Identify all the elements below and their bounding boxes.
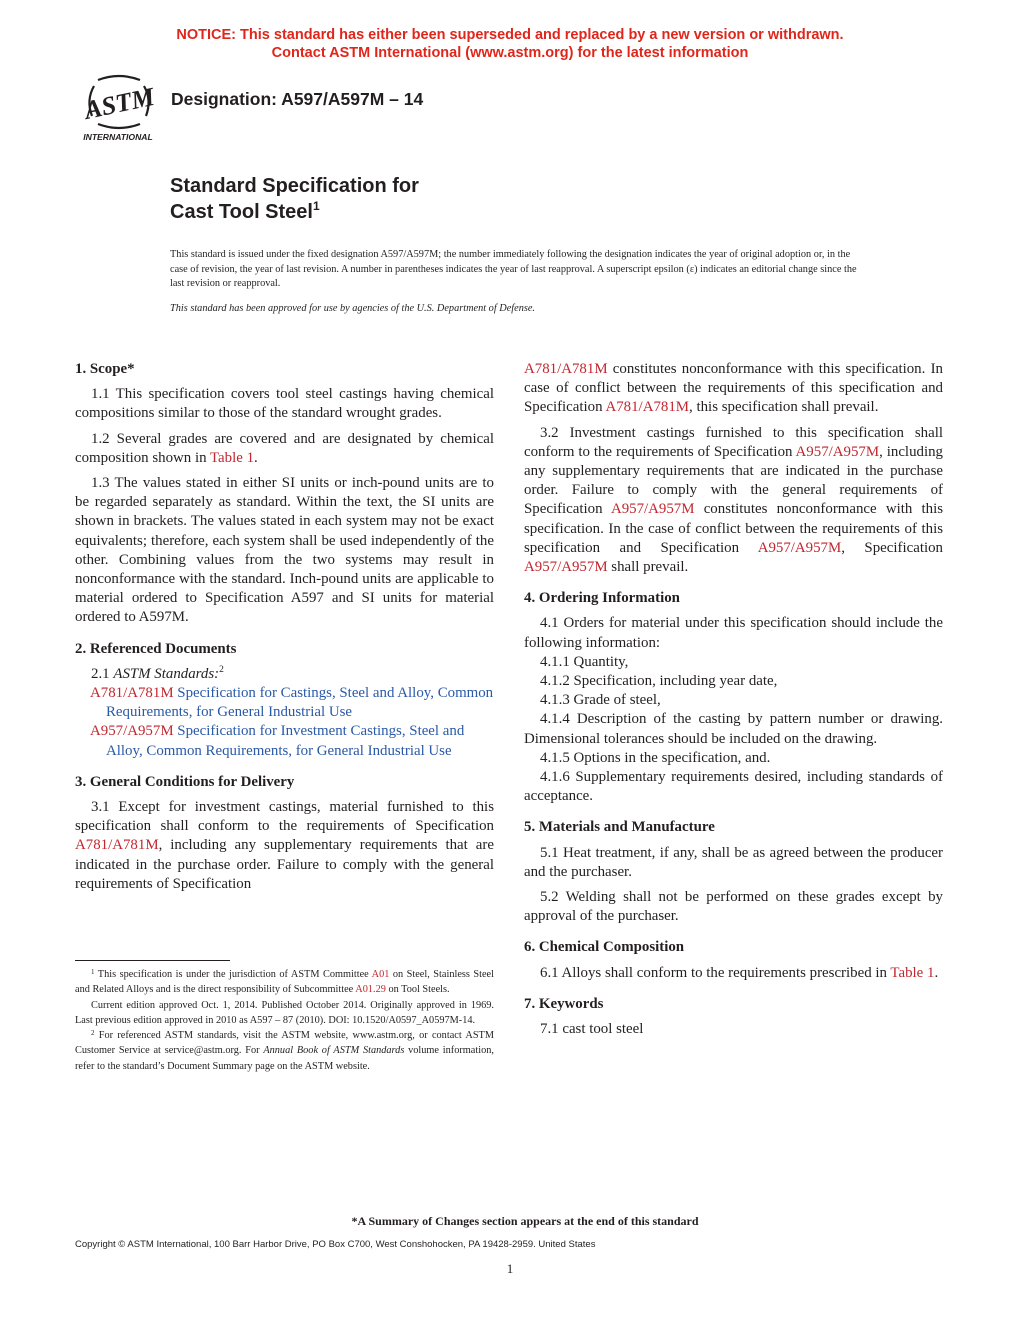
scope-heading: 1. Scope* <box>75 361 135 377</box>
para-2-1-num: 2.1 <box>91 665 114 682</box>
para-3-2-text-b: , including any supplementary requirements that are indicated in the purchase order. Failure to comply with the general requirements of Specification <box>524 443 943 518</box>
page-title <box>170 173 419 225</box>
footnote-2-marker: 2 <box>219 664 224 675</box>
para-3-2-text-d: , Specification <box>841 539 943 556</box>
a957-link-3[interactable]: A957/A957M <box>757 539 842 556</box>
item-4-1-5: 4.1.5 Options in the specification, and. <box>540 749 771 766</box>
para-1-2-end: . <box>254 449 258 466</box>
table-1-link[interactable]: Table 1 <box>210 449 255 466</box>
para-1-3: 1.3 The values stated in either SI units or inch-pound units are to be regarded separately as standard. Within the text, the SI units are shown in brackets. The values stated in each system may not be exact equivalents; therefore, each system shall be used independently of the other. Combining values from the two systems may result in nonconformance with the standard. Inch-pound units are applicable to material ordered to Specification A597 and SI units for material ordered to A597M. <box>75 475 494 626</box>
keywords-heading: 7. Keywords <box>524 995 604 1012</box>
annual-book-title: Annual Book of ASTM Standards <box>263 1045 405 1057</box>
para-4-1: 4.1 Orders for material under this specification should include the following information: <box>524 615 943 651</box>
para-1-1: 1.1 This specification covers tool steel castings having chemical compositions similar to those of the standard wrought grades. <box>75 386 494 422</box>
a781-link-1[interactable]: A781/A781M <box>75 837 159 854</box>
footnote-1-text-c: on Tool Steels. <box>385 984 450 996</box>
footnote-2 <box>75 1028 494 1074</box>
para-3-1-continued <box>524 360 943 418</box>
right-column <box>524 360 943 1039</box>
title-footnote-marker: 1 <box>313 199 320 213</box>
reference-a957-title[interactable]: Specification for Investment Castings, Steel and Alloy, Common Requirements, for General Industrial Use <box>106 723 465 759</box>
footnote-2-text-b: volume information, refer to the standard’s Document Summary page on the ASTM website. <box>75 1045 494 1072</box>
committee-a01-link[interactable]: A01 <box>371 969 390 980</box>
para-3-1-text-d: , this specification shall prevail. <box>689 399 879 416</box>
item-4-1-3: 4.1.3 Grade of steel, <box>540 692 661 709</box>
reference-a781-title[interactable]: Specification for Castings, Steel and Alloy, Common Requirements, for General Industrial Use <box>106 685 494 721</box>
footnote-1-edition: Current edition approved Oct. 1, 2014. Published October 2014. Originally approved in 1969. Last previous edition approved in 2010 as A597 – 87 (2010). DOI: 10.1520/A0597_A0597M-14. <box>75 999 494 1026</box>
item-4-1-2: 4.1.2 Specification, including year date, <box>540 673 778 690</box>
footnotes <box>75 967 494 1074</box>
title-line-1: Standard Specification for <box>170 175 419 197</box>
para-6-1-end: . <box>934 964 939 981</box>
footnote-1-number: 1 <box>91 968 95 976</box>
astm-standards-label: ASTM Standards: <box>113 665 220 682</box>
withdrawal-notice <box>0 26 1020 62</box>
item-4-1-6: 4.1.6 Supplementary requirements desired, including standards of acceptance. <box>524 769 943 805</box>
summary-of-changes-note: *A Summary of Changes section appears at the end of this standard <box>351 1214 699 1228</box>
astm-logo <box>76 72 162 144</box>
notice-line-1: NOTICE: This standard has either been superseded and replaced by a new version or withdrawn. <box>176 27 844 43</box>
title-line-2 <box>170 199 419 225</box>
subcommittee-a01-29-link[interactable]: A01.29 <box>355 984 386 996</box>
left-column <box>75 360 494 894</box>
astm-logo-text: ASTM <box>81 81 157 126</box>
title-line-2-text: Cast Tool Steel <box>170 201 313 223</box>
para-3-2-text-e: shall prevail. <box>607 559 689 576</box>
para-5-2: 5.2 Welding shall not be performed on these grades except by approval of the purchaser. <box>524 889 943 925</box>
reference-a781[interactable] <box>75 684 494 722</box>
reference-a957-code[interactable]: A957/A957M <box>90 723 174 740</box>
reference-a957[interactable] <box>75 722 494 760</box>
para-6-1-text: 6.1 Alloys shall conform to the requirements prescribed in <box>540 964 891 981</box>
reference-a781-code[interactable]: A781/A781M <box>90 685 174 702</box>
a957-link-4[interactable]: A957/A957M <box>524 559 608 576</box>
para-5-1: 5.1 Heat treatment, if any, shall be as agreed between the producer and the purchaser. <box>524 844 943 880</box>
para-2-1 <box>75 665 494 684</box>
para-3-2-text-a: 3.2 Investment castings furnished to this specification shall conform to the requirements of Specification <box>524 424 943 460</box>
issued-note: This standard is issued under the fixed designation A597/A597M; the number immediately following the designation indicates the year of original adoption or, in the case of revision, the year of last revision. A number in parentheses indicates the year of last reapproval. A superscript epsilon (ε) indicates an editorial change since the last revision or reapproval. <box>170 249 857 290</box>
copyright-line: Copyright © ASTM International, 100 Barr Harbor Drive, PO Box C700, West Conshohocken, PA 19428-2959. United States <box>75 1239 596 1250</box>
notice-line-2: Contact ASTM International (www.astm.org) for the latest information <box>271 45 749 61</box>
para-3-1-text-a: 3.1 Except for investment castings, material furnished to this specification shall conform to the requirements of Specification <box>75 799 494 835</box>
para-1-2 <box>75 430 494 468</box>
a957-link-1[interactable]: A957/A957M <box>795 443 880 460</box>
a781-link-2[interactable]: A781/A781M <box>524 361 608 377</box>
para-6-1 <box>524 964 943 983</box>
designation: Designation: A597/A597M – 14 <box>171 89 424 109</box>
footnote-2-number: 2 <box>91 1029 95 1038</box>
chemical-composition-heading: 6. Chemical Composition <box>524 939 685 956</box>
para-1-2-text: 1.2 Several grades are covered and are designated by chemical composition shown in <box>75 430 494 466</box>
para-3-1-text-c: constitutes nonconformance with this specification. In case of conflict between the requirements of this specification and Specification <box>524 361 943 416</box>
general-conditions-heading: 3. General Conditions for Delivery <box>75 773 295 790</box>
footnote-2-text-a: For referenced ASTM standards, visit the ASTM website, www.astm.org, or contact ASTM Customer Service at service@astm.org. For <box>75 1030 494 1057</box>
table-1-link-2[interactable]: Table 1 <box>890 964 935 981</box>
para-3-1-start <box>75 798 494 894</box>
item-4-1-1: 4.1.1 Quantity, <box>540 653 629 670</box>
para-3-1-text-b: , including any supplementary requirements that are indicated in the purchase order. Failure to comply with the general requirements of Specification <box>75 837 494 892</box>
para-3-2 <box>524 424 943 578</box>
footnote-1-text-a: This specification is under the jurisdiction of ASTM Committee <box>94 969 372 980</box>
footnote-divider <box>75 960 230 961</box>
para-3-2-text-c: constitutes nonconformance with this specification. In the case of conflict between the requirements of this specification and Specification <box>524 501 943 556</box>
materials-heading: 5. Materials and Manufacture <box>524 819 715 836</box>
ordering-information-heading: 4. Ordering Information <box>524 590 680 607</box>
para-7-1: 7.1 cast tool steel <box>540 1021 644 1038</box>
referenced-documents-heading: 2. Referenced Documents <box>75 640 237 657</box>
page-number: 1 <box>506 1261 514 1276</box>
a781-link-3[interactable]: A781/A781M <box>605 399 690 416</box>
dod-approval-note: This standard has been approved for use by agencies of the U.S. Department of Defense. <box>170 303 536 314</box>
footnote-1-text-b: on Steel, Stainless Steel and Related Alloys and is the direct responsibility of Subcommittee <box>75 969 494 996</box>
footnote-1 <box>75 967 494 998</box>
item-4-1-4: 4.1.4 Description of the casting by pattern number or drawing. Dimensional tolerances should be included on the drawing. <box>524 711 943 747</box>
astm-logo-subtext: INTERNATIONAL <box>83 132 153 142</box>
a957-link-2[interactable]: A957/A957M <box>610 501 695 518</box>
